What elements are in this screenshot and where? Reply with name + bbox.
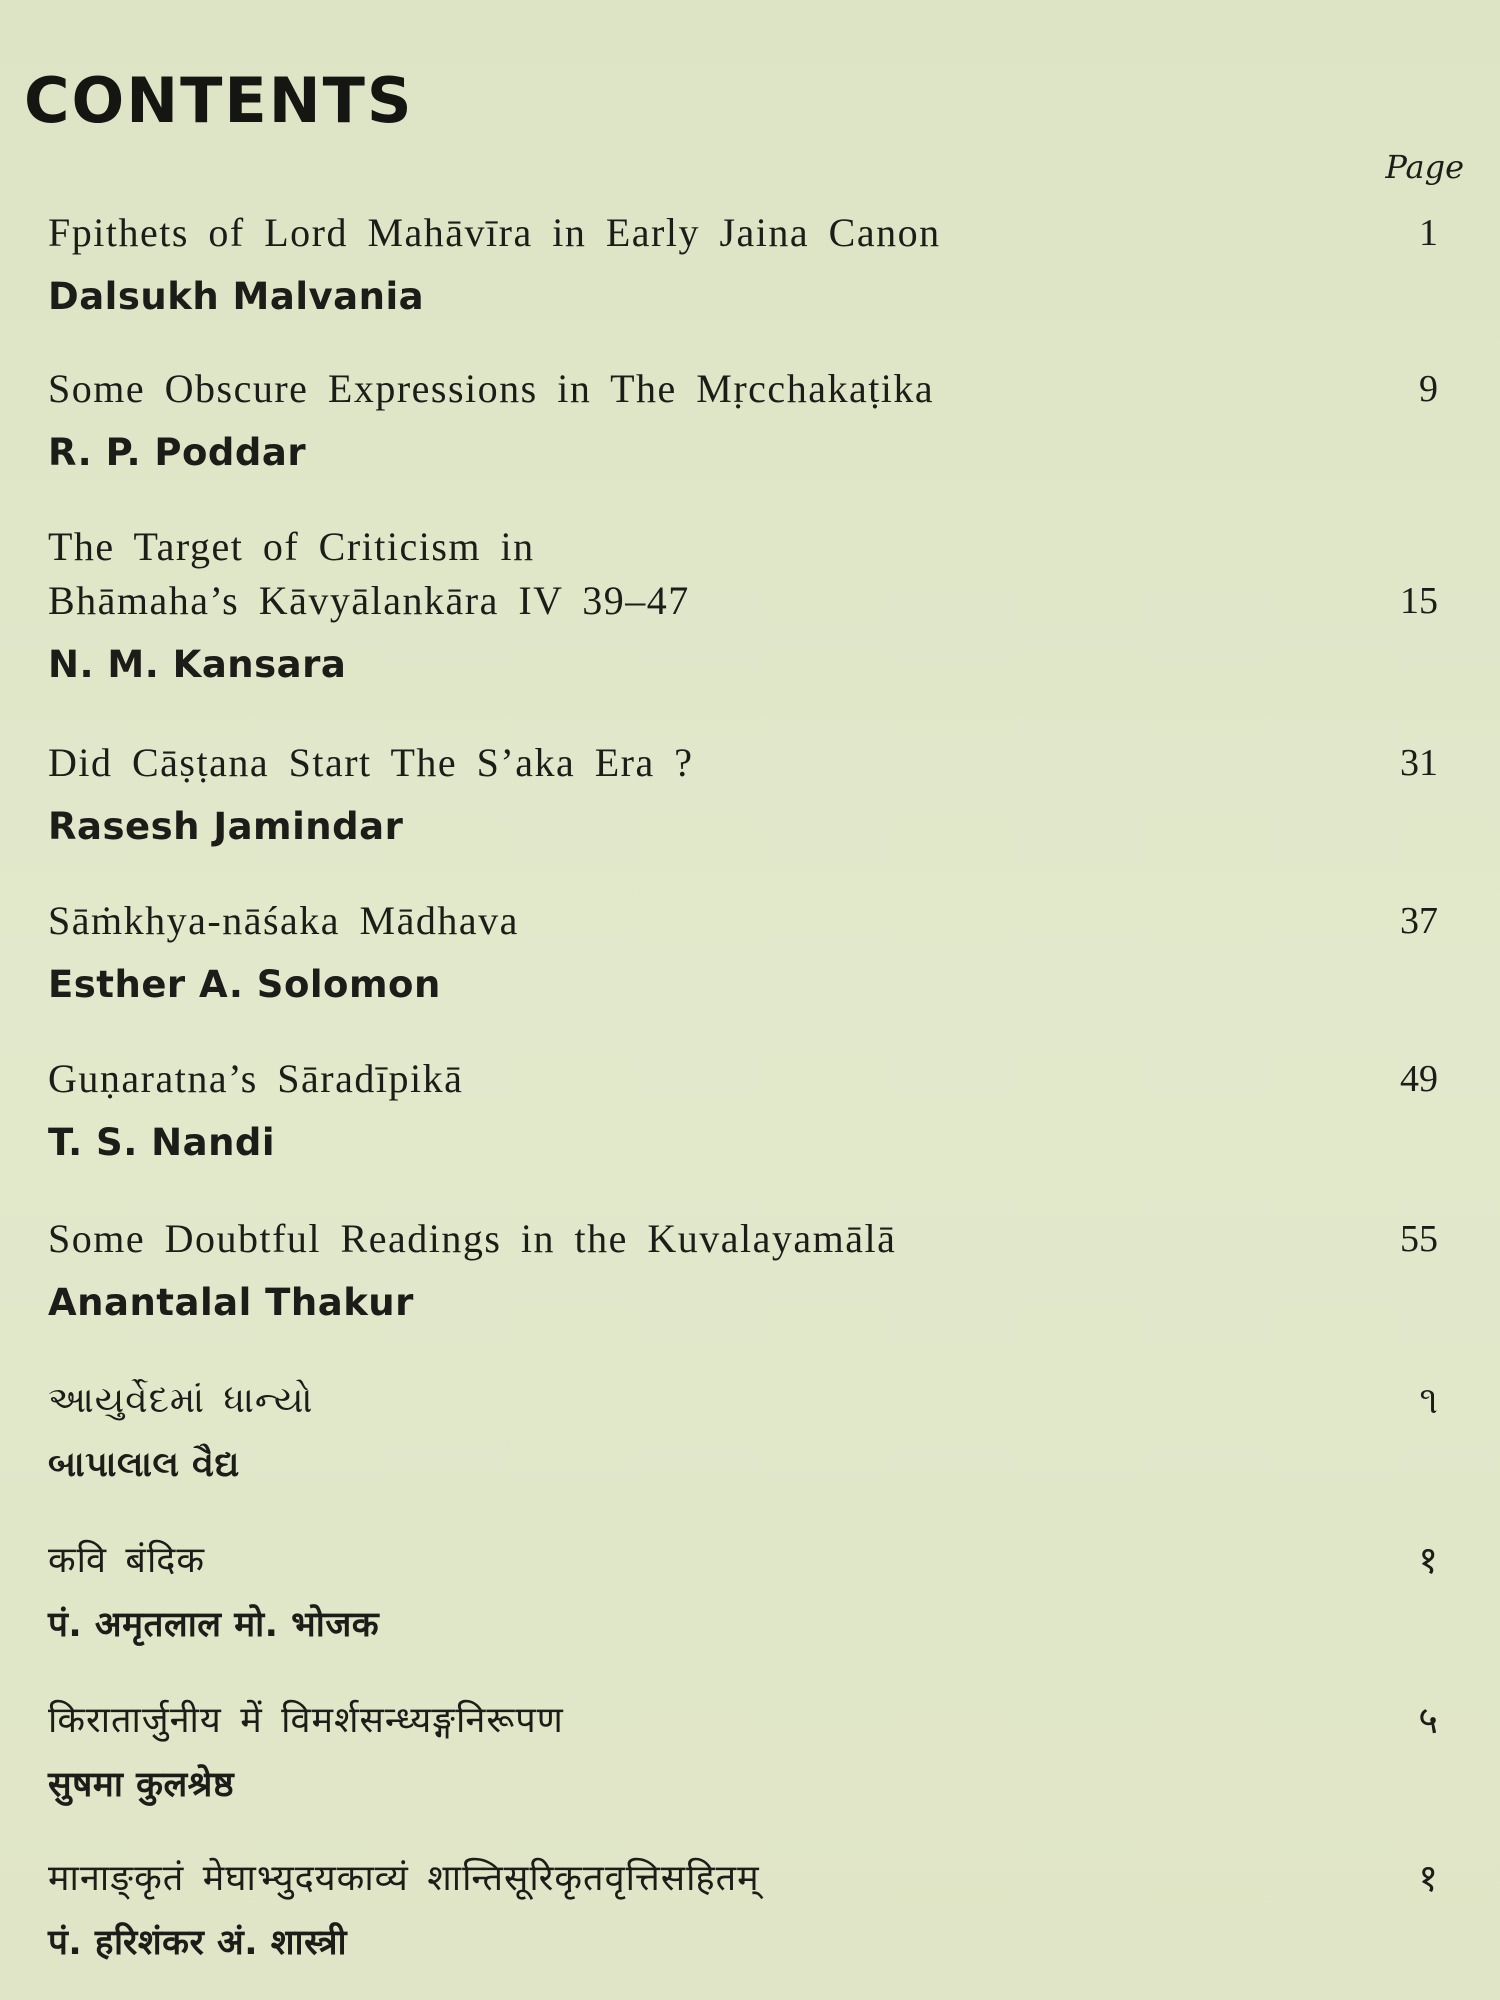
page-number: १ <box>1418 1858 1438 1900</box>
article-author: N. M. Kansara <box>48 643 347 686</box>
page-number: 1 <box>1419 212 1438 254</box>
page-number: 15 <box>1400 580 1438 622</box>
article-title: Guṇaratna’s Sāradīpikā <box>48 1056 464 1101</box>
toc-entry <box>48 520 1448 688</box>
article-author: Dalsukh Malvania <box>48 275 425 318</box>
article-title: Fpithets of Lord Mahāvīra in Early Jaina Canon <box>48 210 941 255</box>
toc-entry <box>48 1212 1448 1326</box>
article-title: मानाङ्कृतं मेघाभ्युदयकाव्यं शान्तिसूरिकृतवृत्तिसहितम् <box>48 1858 760 1899</box>
toc-entry <box>48 362 1448 476</box>
page-number: 55 <box>1400 1218 1438 1260</box>
toc-entry <box>48 1694 1448 1808</box>
page-number: 31 <box>1400 742 1438 784</box>
article-author: T. S. Nandi <box>48 1121 276 1164</box>
toc-entry <box>48 206 1448 320</box>
article-author: R. P. Poddar <box>48 431 307 474</box>
toc-entry <box>48 1852 1448 1966</box>
page-number: १ <box>1418 1540 1438 1582</box>
page-number: 49 <box>1400 1058 1438 1100</box>
article-author: Anantalal Thakur <box>48 1281 414 1324</box>
article-title: આયુર્વેદમાં ધાન્યો <box>48 1380 314 1421</box>
toc-entry <box>48 1052 1448 1166</box>
page-number: 37 <box>1400 900 1438 942</box>
article-title: कवि बंदिक <box>48 1540 206 1581</box>
article-title: किरातार्जुनीय में विमर्शसन्ध्यङ्गनिरूपण <box>48 1700 564 1741</box>
toc-entry <box>48 736 1448 850</box>
article-author: पं. अमृतलाल मो. भोजक <box>48 1605 380 1645</box>
article-author: Esther A. Solomon <box>48 963 441 1006</box>
article-title: Did Cāṣṭana Start The S’aka Era ? <box>48 740 694 785</box>
article-author: पं. हरिशंकर अं. शास्त्री <box>48 1923 348 1963</box>
page-column-label: Page <box>1385 148 1464 186</box>
article-author: બાપાલાલ વૈદ્ય <box>48 1445 240 1485</box>
page-title: CONTENTS <box>24 64 414 137</box>
article-author: Rasesh Jamindar <box>48 805 404 848</box>
toc-entry <box>48 894 1448 1008</box>
article-author: सुषमा कुलश्रेष्ठ <box>48 1765 235 1805</box>
page-number: 9 <box>1419 368 1438 410</box>
article-title-line-2: Bhāmaha’s Kāvyālankāra IV 39–47 <box>48 578 690 623</box>
article-title-line-1: The Target of Criticism in <box>48 524 535 569</box>
toc-entry <box>48 1374 1448 1488</box>
article-title: Some Doubtful Readings in the Kuvalayamālā <box>48 1216 897 1261</box>
page-number: ५ <box>1418 1700 1438 1742</box>
article-title: Some Obscure Expressions in The Mṛcchakaṭika <box>48 366 935 411</box>
page-number: ૧ <box>1419 1380 1438 1422</box>
article-title: Sāṁkhya-nāśaka Mādhava <box>48 898 519 943</box>
toc-entry <box>48 1534 1448 1648</box>
